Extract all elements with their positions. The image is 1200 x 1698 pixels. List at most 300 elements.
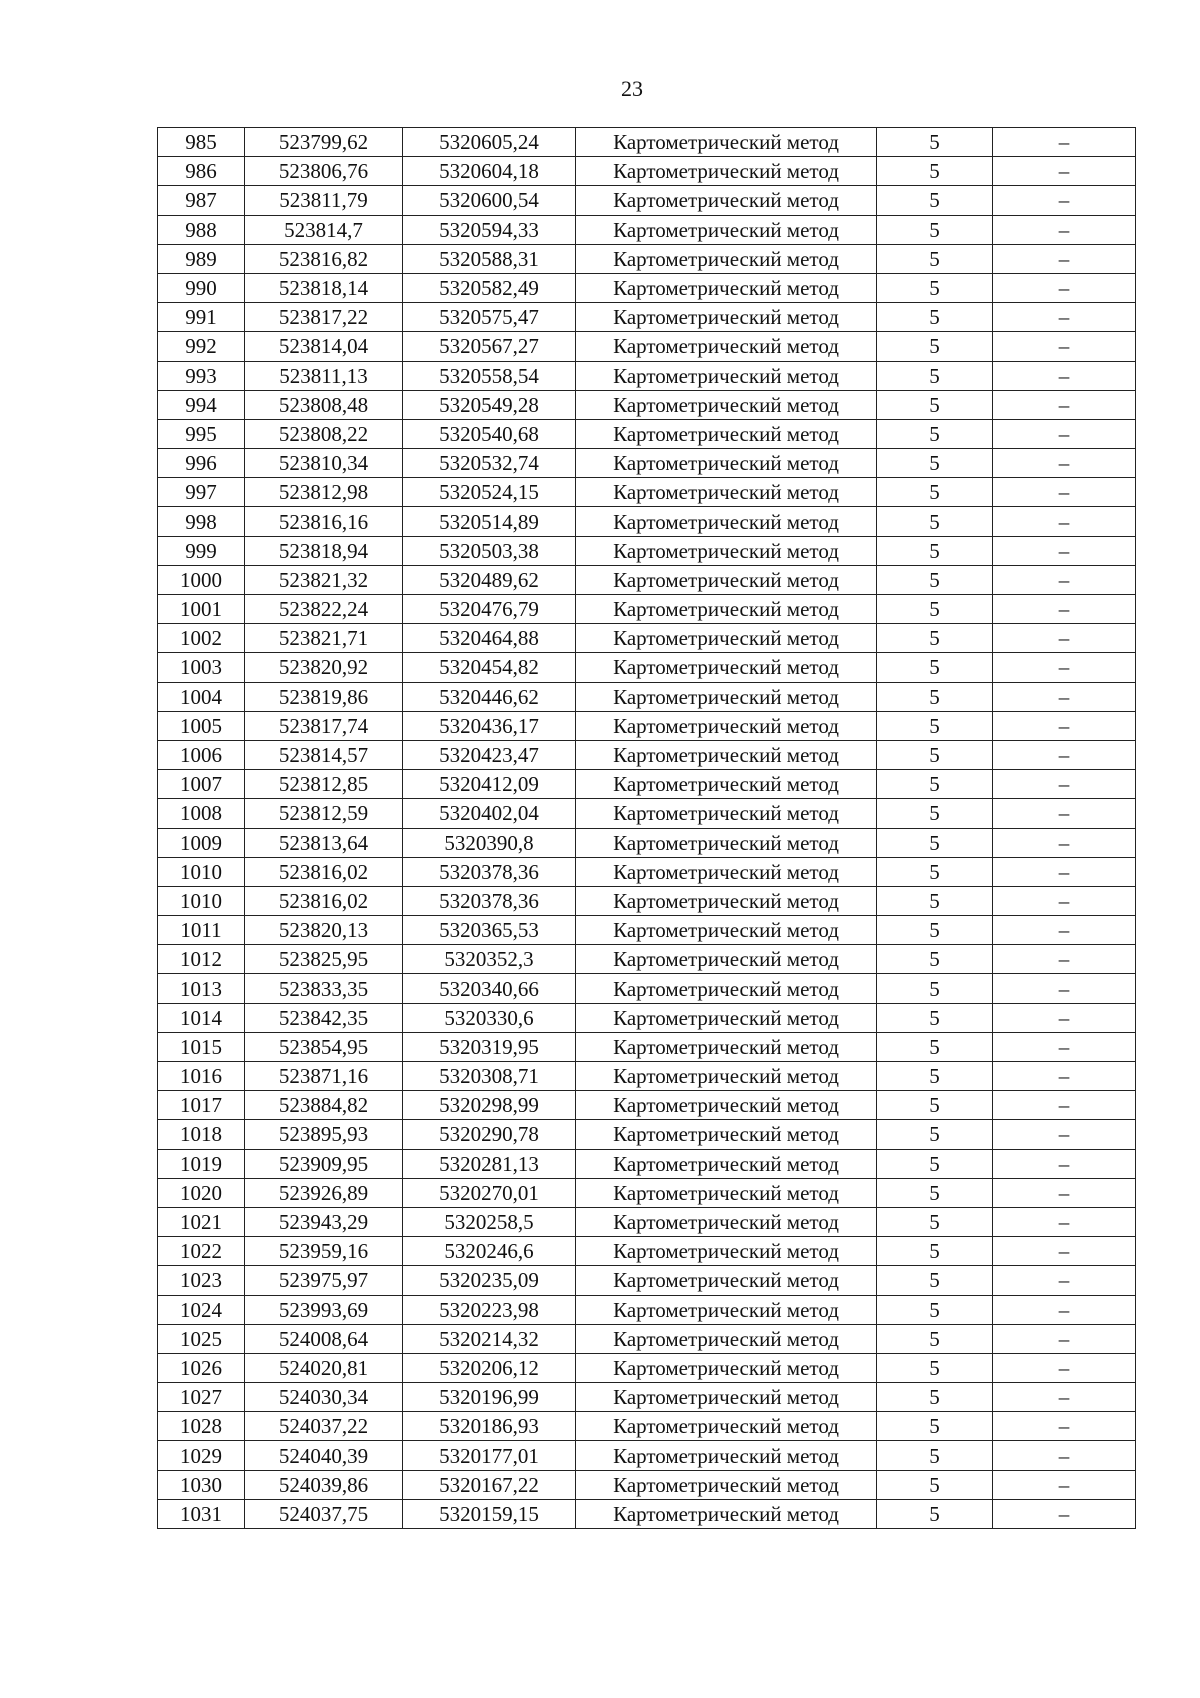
point-number-cell: 989	[158, 244, 245, 273]
x-coordinate-cell: 523812,98	[245, 478, 403, 507]
accuracy-cell: 5	[877, 332, 993, 361]
point-number-cell: 1008	[158, 799, 245, 828]
y-coordinate-cell: 5320514,89	[403, 507, 576, 536]
table-row	[158, 682, 1136, 711]
point-number-cell: 985	[158, 128, 245, 157]
y-coordinate-cell: 5320378,36	[403, 886, 576, 915]
y-coordinate-cell: 5320454,82	[403, 653, 576, 682]
y-coordinate-cell: 5320290,78	[403, 1120, 576, 1149]
method-cell: Картометрический метод	[576, 507, 877, 536]
table-row	[158, 1207, 1136, 1236]
point-number-cell: 1011	[158, 916, 245, 945]
accuracy-cell: 5	[877, 1353, 993, 1382]
description-cell: –	[993, 244, 1136, 273]
description-cell: –	[993, 215, 1136, 244]
point-number-cell: 997	[158, 478, 245, 507]
y-coordinate-cell: 5320423,47	[403, 740, 576, 769]
point-number-cell: 1006	[158, 740, 245, 769]
accuracy-cell: 5	[877, 361, 993, 390]
method-cell: Картометрический метод	[576, 157, 877, 186]
accuracy-cell: 5	[877, 886, 993, 915]
accuracy-cell: 5	[877, 770, 993, 799]
point-number-cell: 987	[158, 186, 245, 215]
method-cell: Картометрический метод	[576, 273, 877, 302]
method-cell: Картометрический метод	[576, 390, 877, 419]
point-number-cell: 1031	[158, 1499, 245, 1528]
x-coordinate-cell: 523818,14	[245, 273, 403, 302]
x-coordinate-cell: 523808,48	[245, 390, 403, 419]
x-coordinate-cell: 523895,93	[245, 1120, 403, 1149]
table-row	[158, 1470, 1136, 1499]
accuracy-cell: 5	[877, 653, 993, 682]
table-row	[158, 273, 1136, 302]
point-number-cell: 1015	[158, 1032, 245, 1061]
description-cell: –	[993, 361, 1136, 390]
point-number-cell: 990	[158, 273, 245, 302]
y-coordinate-cell: 5320575,47	[403, 303, 576, 332]
description-cell: –	[993, 711, 1136, 740]
x-coordinate-cell: 523842,35	[245, 1003, 403, 1032]
table-row	[158, 1003, 1136, 1032]
y-coordinate-cell: 5320412,09	[403, 770, 576, 799]
description-cell: –	[993, 1149, 1136, 1178]
x-coordinate-cell: 523926,89	[245, 1178, 403, 1207]
accuracy-cell: 5	[877, 1237, 993, 1266]
point-number-cell: 1001	[158, 595, 245, 624]
y-coordinate-cell: 5320532,74	[403, 449, 576, 478]
y-coordinate-cell: 5320476,79	[403, 595, 576, 624]
y-coordinate-cell: 5320604,18	[403, 157, 576, 186]
description-cell: –	[993, 1441, 1136, 1470]
table-row	[158, 595, 1136, 624]
x-coordinate-cell: 523811,13	[245, 361, 403, 390]
description-cell: –	[993, 1178, 1136, 1207]
y-coordinate-cell: 5320186,93	[403, 1412, 576, 1441]
point-number-cell: 988	[158, 215, 245, 244]
x-coordinate-cell: 523821,71	[245, 624, 403, 653]
accuracy-cell: 5	[877, 449, 993, 478]
method-cell: Картометрический метод	[576, 1412, 877, 1441]
x-coordinate-cell: 523814,57	[245, 740, 403, 769]
y-coordinate-cell: 5320390,8	[403, 828, 576, 857]
description-cell: –	[993, 799, 1136, 828]
method-cell: Картометрический метод	[576, 1353, 877, 1382]
accuracy-cell: 5	[877, 1412, 993, 1441]
accuracy-cell: 5	[877, 857, 993, 886]
table-row	[158, 653, 1136, 682]
x-coordinate-cell: 523812,59	[245, 799, 403, 828]
accuracy-cell: 5	[877, 828, 993, 857]
table-row	[158, 390, 1136, 419]
page-number: 23	[621, 76, 643, 101]
accuracy-cell: 5	[877, 536, 993, 565]
x-coordinate-cell: 523814,04	[245, 332, 403, 361]
description-cell: –	[993, 1470, 1136, 1499]
description-cell: –	[993, 916, 1136, 945]
x-coordinate-cell: 523810,34	[245, 449, 403, 478]
method-cell: Картометрический метод	[576, 1003, 877, 1032]
method-cell: Картометрический метод	[576, 215, 877, 244]
method-cell: Картометрический метод	[576, 1062, 877, 1091]
point-number-cell: 1018	[158, 1120, 245, 1149]
accuracy-cell: 5	[877, 303, 993, 332]
y-coordinate-cell: 5320588,31	[403, 244, 576, 273]
table-row	[158, 886, 1136, 915]
method-cell: Картометрический метод	[576, 419, 877, 448]
y-coordinate-cell: 5320159,15	[403, 1499, 576, 1528]
description-cell: –	[993, 682, 1136, 711]
x-coordinate-cell: 523820,13	[245, 916, 403, 945]
x-coordinate-cell: 523821,32	[245, 565, 403, 594]
table-row	[158, 1324, 1136, 1353]
table-row	[158, 1120, 1136, 1149]
description-cell: –	[993, 1120, 1136, 1149]
description-cell: –	[993, 332, 1136, 361]
y-coordinate-cell: 5320605,24	[403, 128, 576, 157]
table-row	[158, 740, 1136, 769]
accuracy-cell: 5	[877, 565, 993, 594]
description-cell: –	[993, 536, 1136, 565]
accuracy-cell: 5	[877, 1324, 993, 1353]
point-number-cell: 1004	[158, 682, 245, 711]
accuracy-cell: 5	[877, 390, 993, 419]
description-cell: –	[993, 1003, 1136, 1032]
accuracy-cell: 5	[877, 478, 993, 507]
method-cell: Картометрический метод	[576, 478, 877, 507]
x-coordinate-cell: 523811,79	[245, 186, 403, 215]
point-number-cell: 991	[158, 303, 245, 332]
method-cell: Картометрический метод	[576, 1266, 877, 1295]
accuracy-cell: 5	[877, 419, 993, 448]
method-cell: Картометрический метод	[576, 1470, 877, 1499]
point-number-cell: 1023	[158, 1266, 245, 1295]
table-row	[158, 157, 1136, 186]
method-cell: Картометрический метод	[576, 244, 877, 273]
description-cell: –	[993, 653, 1136, 682]
y-coordinate-cell: 5320567,27	[403, 332, 576, 361]
point-number-cell: 1007	[158, 770, 245, 799]
table-row	[158, 332, 1136, 361]
point-number-cell: 993	[158, 361, 245, 390]
y-coordinate-cell: 5320402,04	[403, 799, 576, 828]
description-cell: –	[993, 1237, 1136, 1266]
x-coordinate-cell: 523833,35	[245, 974, 403, 1003]
y-coordinate-cell: 5320330,6	[403, 1003, 576, 1032]
y-coordinate-cell: 5320246,6	[403, 1237, 576, 1266]
point-number-cell: 1010	[158, 886, 245, 915]
y-coordinate-cell: 5320503,38	[403, 536, 576, 565]
method-cell: Картометрический метод	[576, 1295, 877, 1324]
accuracy-cell: 5	[877, 157, 993, 186]
point-number-cell: 1020	[158, 1178, 245, 1207]
y-coordinate-cell: 5320378,36	[403, 857, 576, 886]
method-cell: Картометрический метод	[576, 595, 877, 624]
description-cell: –	[993, 828, 1136, 857]
accuracy-cell: 5	[877, 1062, 993, 1091]
y-coordinate-cell: 5320281,13	[403, 1149, 576, 1178]
x-coordinate-cell: 523884,82	[245, 1091, 403, 1120]
table-row	[158, 1062, 1136, 1091]
y-coordinate-cell: 5320319,95	[403, 1032, 576, 1061]
point-number-cell: 999	[158, 536, 245, 565]
method-cell: Картометрический метод	[576, 303, 877, 332]
accuracy-cell: 5	[877, 916, 993, 945]
method-cell: Картометрический метод	[576, 857, 877, 886]
point-number-cell: 1013	[158, 974, 245, 1003]
x-coordinate-cell: 524039,86	[245, 1470, 403, 1499]
description-cell: –	[993, 1062, 1136, 1091]
table-row	[158, 974, 1136, 1003]
accuracy-cell: 5	[877, 1441, 993, 1470]
accuracy-cell: 5	[877, 1207, 993, 1236]
table-row	[158, 1178, 1136, 1207]
point-number-cell: 986	[158, 157, 245, 186]
accuracy-cell: 5	[877, 1383, 993, 1412]
x-coordinate-cell: 523818,94	[245, 536, 403, 565]
x-coordinate-cell: 523822,24	[245, 595, 403, 624]
table-row	[158, 1091, 1136, 1120]
x-coordinate-cell: 523816,82	[245, 244, 403, 273]
accuracy-cell: 5	[877, 1266, 993, 1295]
y-coordinate-cell: 5320308,71	[403, 1062, 576, 1091]
y-coordinate-cell: 5320206,12	[403, 1353, 576, 1382]
table-row	[158, 1237, 1136, 1266]
accuracy-cell: 5	[877, 215, 993, 244]
accuracy-cell: 5	[877, 682, 993, 711]
table-row	[158, 1266, 1136, 1295]
accuracy-cell: 5	[877, 1003, 993, 1032]
y-coordinate-cell: 5320352,3	[403, 945, 576, 974]
accuracy-cell: 5	[877, 1499, 993, 1528]
table-row	[158, 770, 1136, 799]
point-number-cell: 1009	[158, 828, 245, 857]
accuracy-cell: 5	[877, 186, 993, 215]
description-cell: –	[993, 886, 1136, 915]
x-coordinate-cell: 524020,81	[245, 1353, 403, 1382]
table-row	[158, 1499, 1136, 1528]
y-coordinate-cell: 5320489,62	[403, 565, 576, 594]
point-number-cell: 1017	[158, 1091, 245, 1120]
method-cell: Картометрический метод	[576, 1207, 877, 1236]
x-coordinate-cell: 523816,02	[245, 886, 403, 915]
y-coordinate-cell: 5320524,15	[403, 478, 576, 507]
description-cell: –	[993, 273, 1136, 302]
method-cell: Картометрический метод	[576, 1441, 877, 1470]
y-coordinate-cell: 5320558,54	[403, 361, 576, 390]
accuracy-cell: 5	[877, 1178, 993, 1207]
table-row	[158, 1032, 1136, 1061]
point-number-cell: 998	[158, 507, 245, 536]
y-coordinate-cell: 5320270,01	[403, 1178, 576, 1207]
method-cell: Картометрический метод	[576, 449, 877, 478]
table-row	[158, 215, 1136, 244]
x-coordinate-cell: 523806,76	[245, 157, 403, 186]
x-coordinate-cell: 523799,62	[245, 128, 403, 157]
x-coordinate-cell: 523854,95	[245, 1032, 403, 1061]
accuracy-cell: 5	[877, 624, 993, 653]
y-coordinate-cell: 5320540,68	[403, 419, 576, 448]
x-coordinate-cell: 523816,02	[245, 857, 403, 886]
x-coordinate-cell: 524037,75	[245, 1499, 403, 1528]
table-row	[158, 303, 1136, 332]
method-cell: Картометрический метод	[576, 828, 877, 857]
x-coordinate-cell: 523993,69	[245, 1295, 403, 1324]
x-coordinate-cell: 523909,95	[245, 1149, 403, 1178]
method-cell: Картометрический метод	[576, 536, 877, 565]
accuracy-cell: 5	[877, 740, 993, 769]
y-coordinate-cell: 5320167,22	[403, 1470, 576, 1499]
description-cell: –	[993, 857, 1136, 886]
description-cell: –	[993, 1383, 1136, 1412]
accuracy-cell: 5	[877, 945, 993, 974]
point-number-cell: 1010	[158, 857, 245, 886]
table-row	[158, 507, 1136, 536]
method-cell: Картометрический метод	[576, 186, 877, 215]
accuracy-cell: 5	[877, 974, 993, 1003]
point-number-cell: 1030	[158, 1470, 245, 1499]
description-cell: –	[993, 1499, 1136, 1528]
point-number-cell: 1016	[158, 1062, 245, 1091]
method-cell: Картометрический метод	[576, 945, 877, 974]
table-row	[158, 1295, 1136, 1324]
table-row	[158, 799, 1136, 828]
point-number-cell: 1021	[158, 1207, 245, 1236]
y-coordinate-cell: 5320549,28	[403, 390, 576, 419]
table-row	[158, 1149, 1136, 1178]
description-cell: –	[993, 1412, 1136, 1441]
y-coordinate-cell: 5320594,33	[403, 215, 576, 244]
method-cell: Картометрический метод	[576, 1091, 877, 1120]
method-cell: Картометрический метод	[576, 682, 877, 711]
table-row	[158, 186, 1136, 215]
description-cell: –	[993, 1266, 1136, 1295]
accuracy-cell: 5	[877, 1149, 993, 1178]
description-cell: –	[993, 595, 1136, 624]
description-cell: –	[993, 1032, 1136, 1061]
x-coordinate-cell: 523814,7	[245, 215, 403, 244]
description-cell: –	[993, 1353, 1136, 1382]
accuracy-cell: 5	[877, 1091, 993, 1120]
accuracy-cell: 5	[877, 244, 993, 273]
point-number-cell: 995	[158, 419, 245, 448]
table-row	[158, 1383, 1136, 1412]
description-cell: –	[993, 1091, 1136, 1120]
y-coordinate-cell: 5320223,98	[403, 1295, 576, 1324]
x-coordinate-cell: 523817,74	[245, 711, 403, 740]
description-cell: –	[993, 624, 1136, 653]
y-coordinate-cell: 5320582,49	[403, 273, 576, 302]
description-cell: –	[993, 565, 1136, 594]
accuracy-cell: 5	[877, 273, 993, 302]
table-row	[158, 128, 1136, 157]
method-cell: Картометрический метод	[576, 1120, 877, 1149]
y-coordinate-cell: 5320464,88	[403, 624, 576, 653]
table-row	[158, 945, 1136, 974]
y-coordinate-cell: 5320436,17	[403, 711, 576, 740]
x-coordinate-cell: 523943,29	[245, 1207, 403, 1236]
coordinates-table-body	[158, 128, 1136, 1529]
x-coordinate-cell: 523817,22	[245, 303, 403, 332]
accuracy-cell: 5	[877, 1470, 993, 1499]
x-coordinate-cell: 523959,16	[245, 1237, 403, 1266]
accuracy-cell: 5	[877, 799, 993, 828]
description-cell: –	[993, 1295, 1136, 1324]
table-row	[158, 536, 1136, 565]
x-coordinate-cell: 523820,92	[245, 653, 403, 682]
method-cell: Картометрический метод	[576, 799, 877, 828]
point-number-cell: 1026	[158, 1353, 245, 1382]
description-cell: –	[993, 390, 1136, 419]
method-cell: Картометрический метод	[576, 1324, 877, 1353]
description-cell: –	[993, 507, 1136, 536]
description-cell: –	[993, 770, 1136, 799]
point-number-cell: 1000	[158, 565, 245, 594]
y-coordinate-cell: 5320235,09	[403, 1266, 576, 1295]
y-coordinate-cell: 5320214,32	[403, 1324, 576, 1353]
point-number-cell: 1028	[158, 1412, 245, 1441]
description-cell: –	[993, 419, 1136, 448]
method-cell: Картометрический метод	[576, 565, 877, 594]
method-cell: Картометрический метод	[576, 1149, 877, 1178]
point-number-cell: 1003	[158, 653, 245, 682]
method-cell: Картометрический метод	[576, 974, 877, 1003]
point-number-cell: 1029	[158, 1441, 245, 1470]
y-coordinate-cell: 5320340,66	[403, 974, 576, 1003]
method-cell: Картометрический метод	[576, 624, 877, 653]
method-cell: Картометрический метод	[576, 711, 877, 740]
table-row	[158, 361, 1136, 390]
y-coordinate-cell: 5320298,99	[403, 1091, 576, 1120]
description-cell: –	[993, 945, 1136, 974]
table-row	[158, 1353, 1136, 1382]
description-cell: –	[993, 1324, 1136, 1353]
point-number-cell: 1019	[158, 1149, 245, 1178]
accuracy-cell: 5	[877, 1120, 993, 1149]
point-number-cell: 1012	[158, 945, 245, 974]
x-coordinate-cell: 523825,95	[245, 945, 403, 974]
point-number-cell: 992	[158, 332, 245, 361]
x-coordinate-cell: 523808,22	[245, 419, 403, 448]
description-cell: –	[993, 157, 1136, 186]
accuracy-cell: 5	[877, 128, 993, 157]
method-cell: Картометрический метод	[576, 128, 877, 157]
coordinates-table	[157, 127, 1136, 1529]
method-cell: Картометрический метод	[576, 740, 877, 769]
accuracy-cell: 5	[877, 507, 993, 536]
point-number-cell: 996	[158, 449, 245, 478]
y-coordinate-cell: 5320196,99	[403, 1383, 576, 1412]
method-cell: Картометрический метод	[576, 770, 877, 799]
method-cell: Картометрический метод	[576, 916, 877, 945]
x-coordinate-cell: 523812,85	[245, 770, 403, 799]
y-coordinate-cell: 5320446,62	[403, 682, 576, 711]
x-coordinate-cell: 523871,16	[245, 1062, 403, 1091]
table-row	[158, 244, 1136, 273]
method-cell: Картометрический метод	[576, 886, 877, 915]
description-cell: –	[993, 303, 1136, 332]
description-cell: –	[993, 974, 1136, 1003]
x-coordinate-cell: 524037,22	[245, 1412, 403, 1441]
description-cell: –	[993, 478, 1136, 507]
table-row	[158, 449, 1136, 478]
x-coordinate-cell: 524008,64	[245, 1324, 403, 1353]
y-coordinate-cell: 5320177,01	[403, 1441, 576, 1470]
table-row	[158, 565, 1136, 594]
description-cell: –	[993, 449, 1136, 478]
table-row	[158, 419, 1136, 448]
x-coordinate-cell: 523816,16	[245, 507, 403, 536]
table-row	[158, 1412, 1136, 1441]
